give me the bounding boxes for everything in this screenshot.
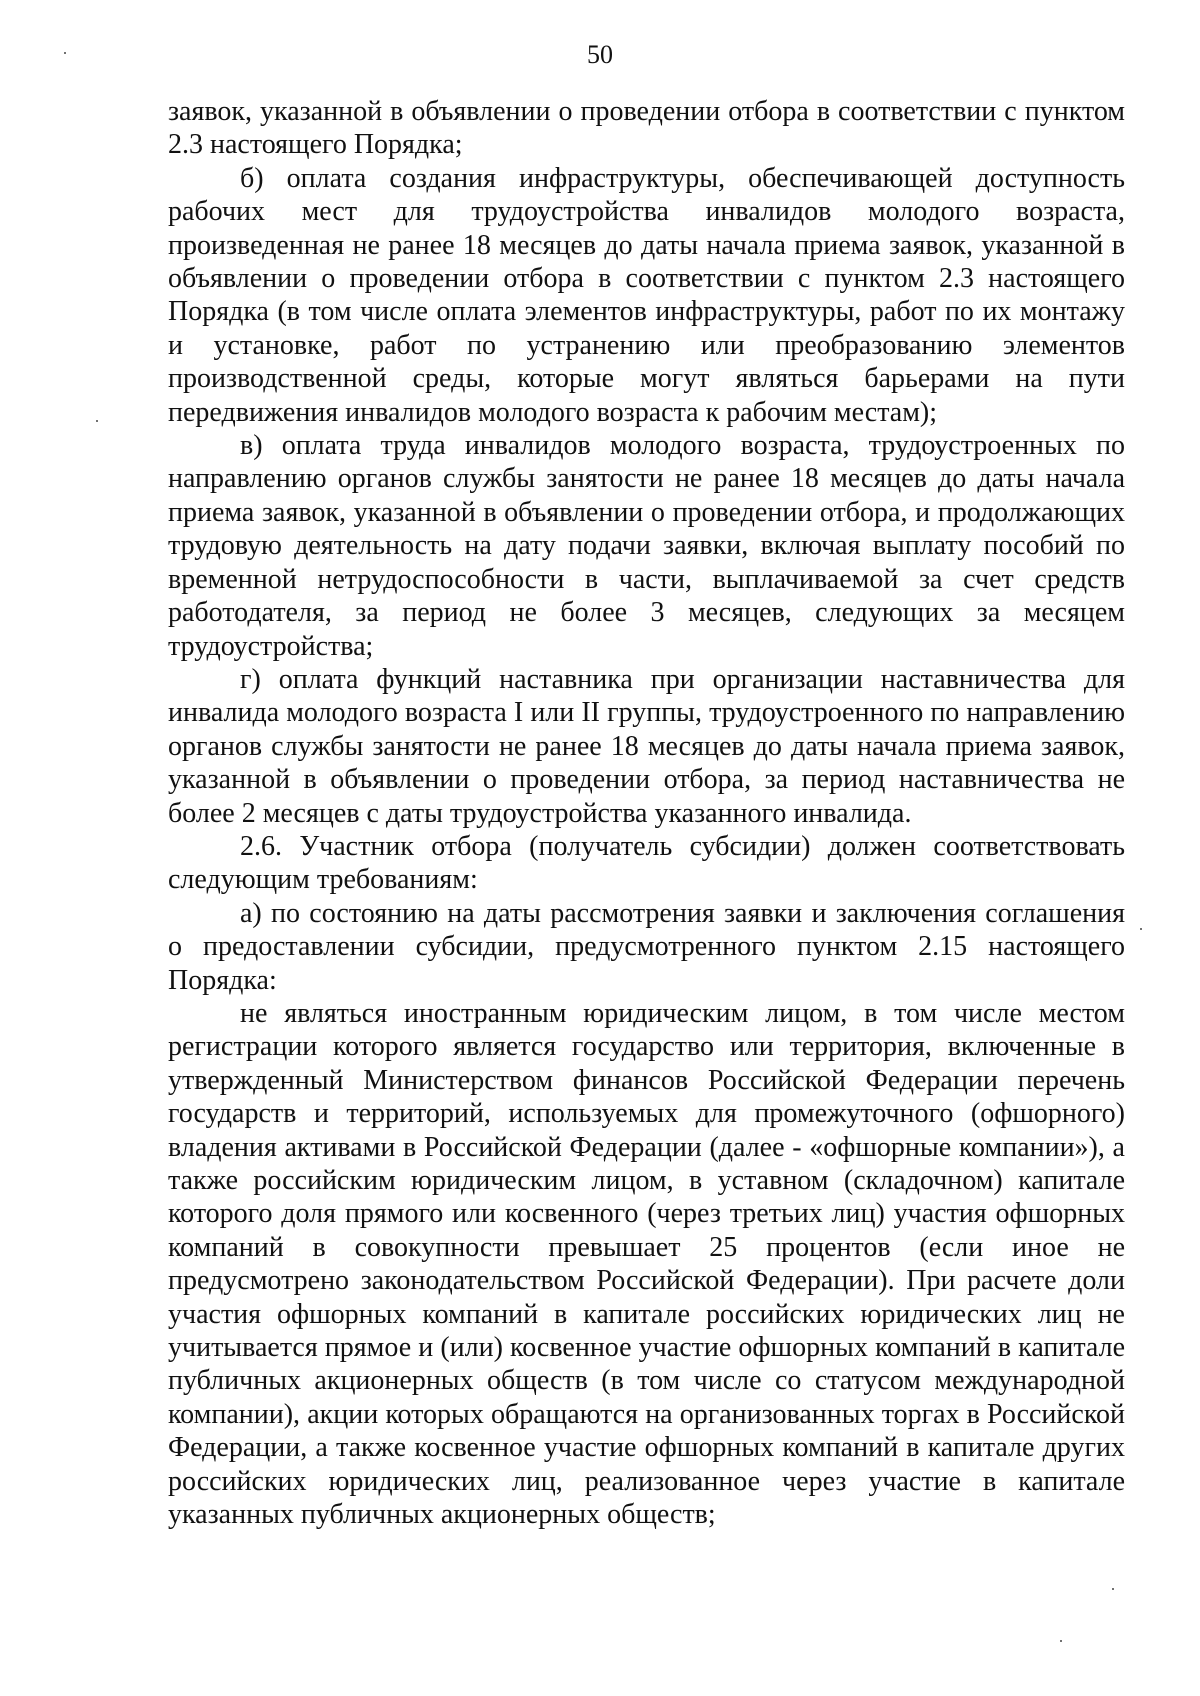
paragraph-section-2-6: 2.6. Участник отбора (получатель субсидии) должен соответствовать следующим требованиям: <box>168 830 1125 896</box>
paragraph-offshore-requirement: не являться иностранным юридическим лицом, в том числе местом регистрации которого является государство или территория, включенные в утвержденный Министерством финансов Российской Федерации перечень государств и территорий, используемых для промежуточного (офшорного) владения активами в Российской Федерации (далее - «офшорные компании»), а также российским юридическим лицом, в уставном (складочном) капитале которого доля прямого или косвенного (через третьих лиц) участия офшорных компаний в совокупности превышает 25 процентов (если иное не предусмотрено законодательством Российской Федерации). При расчете доли участия офшорных компаний в капитале российских юридических лиц не учитывается прямое и (или) косвенное участие офшорных компаний в капитале публичных акционерных обществ (в том числе со статусом международной компании), акции которых обращаются на организованных торгах в Российской Федерации, а также косвенное участие офшорных компаний в капитале других российских юридических лиц, реализованное через участие в капитале указанных публичных акционерных обществ; <box>168 997 1125 1531</box>
page-number: 50 <box>587 40 613 69</box>
paragraph-item-g: г) оплата функций наставника при организации наставничества для инвалида молодого возраста I или II группы, трудоустроенного по направлению органов службы занятости не ранее 18 месяцев до даты начала приема заявок, указанной в объявлении о проведении отбора, за период наставничества не более 2 месяцев с даты трудоустройства указанного инвалида. <box>168 663 1125 829</box>
scan-speck <box>96 420 98 422</box>
paragraph-item-a: а) по состоянию на даты рассмотрения заявки и заключения соглашения о предоставлении субсидии, предусмотренного пунктом 2.15 настоящего Порядка: <box>168 897 1125 996</box>
scan-speck <box>1140 928 1142 930</box>
scan-speck <box>64 52 66 54</box>
paragraph-continuation: заявок, указанной в объявлении о проведении отбора в соответствии с пунктом 2.3 настоящего Порядка; <box>168 96 1125 161</box>
paragraph-item-b: б) оплата создания инфраструктуры, обеспечивающей доступность рабочих мест для трудоустройства инвалидов молодого возраста, произведенная не ранее 18 месяцев до даты начала приема заявок, указанной в объявлении о проведении отбора в соответствии с пунктом 2.3 настоящего Порядка (в том числе оплата элементов инфраструктуры, работ по их монтажу и установке, работ по устранению или преобразованию элементов производственной среды, которые могут являться барьерами на пути передвижения инвалидов молодого возраста к рабочим местам); <box>168 162 1125 428</box>
scan-speck <box>1112 1588 1114 1590</box>
paragraph-item-v: в) оплата труда инвалидов молодого возраста, трудоустроенных по направлению органов службы занятости не ранее 18 месяцев до даты начала приема заявок, указанной в объявлении о проведении отбора, и продолжающих трудовую деятельность на дату подачи заявки, включая выплату пособий по временной нетрудоспособности в части, выплачиваемой за счет средств работодателя, за период не более 3 месяцев, следующих за месяцем трудоустройства; <box>168 430 1125 662</box>
document-body <box>168 95 1125 1531</box>
scan-speck <box>1060 1640 1062 1642</box>
